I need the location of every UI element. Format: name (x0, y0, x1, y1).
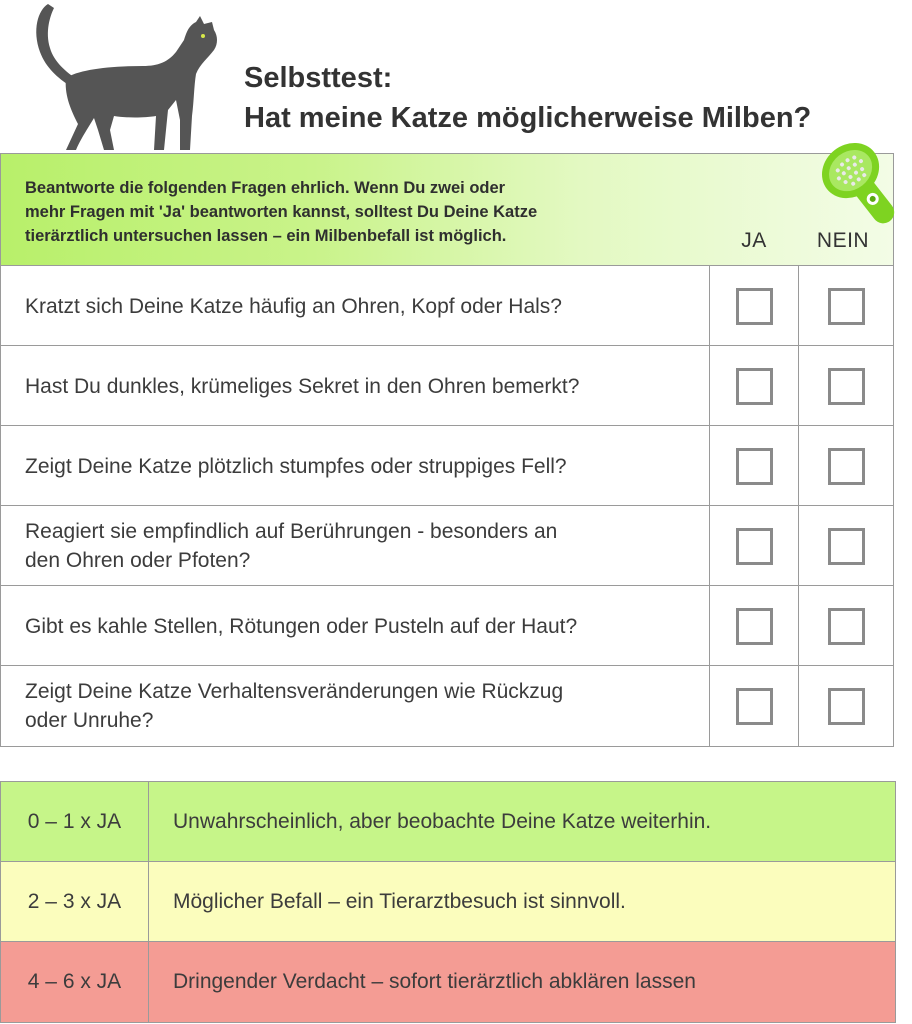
question-text (25, 266, 705, 346)
page-title (244, 58, 904, 138)
ja-cell (709, 666, 798, 746)
question-line-2: oder Unruhe? (25, 709, 154, 732)
ja-checkbox[interactable] (736, 448, 773, 485)
intro-line-2: mehr Fragen mit 'Ja' beantworten kannst, solltest Du Deine Katze (25, 203, 538, 221)
question-line-2: den Ohren oder Pfoten? (25, 549, 251, 572)
question-row (1, 266, 893, 346)
question-row (1, 426, 893, 506)
cat-silhouette-icon (18, 0, 223, 155)
result-text: Unwahrscheinlich, aber beobachte Deine Katze weiterhin. (173, 810, 712, 833)
nein-cell (798, 426, 893, 506)
column-header-ja: JA (741, 229, 767, 252)
question-text (25, 346, 705, 426)
ja-checkbox[interactable] (736, 688, 773, 725)
ja-checkbox[interactable] (736, 528, 773, 565)
ja-cell (709, 506, 798, 586)
question-row (1, 666, 893, 746)
nein-checkbox[interactable] (828, 688, 865, 725)
nein-cell (798, 666, 893, 746)
title-line-1: Selbsttest: (244, 62, 393, 94)
question-row (1, 586, 893, 666)
question-line-1: Kratzt sich Deine Katze häufig an Ohren, Kopf oder Hals? (25, 294, 562, 318)
intro-line-1: Beantworte die folgenden Fragen ehrlich. Wenn Du zwei oder (25, 179, 506, 197)
ja-cell (709, 266, 798, 346)
nein-checkbox[interactable] (828, 448, 865, 485)
column-header-nein: NEIN (816, 229, 870, 252)
checklist-table (0, 153, 894, 747)
question-line-1: Gibt es kahle Stellen, Rötungen oder Pusteln auf der Haut? (25, 614, 578, 638)
grooming-brush-icon (809, 140, 909, 226)
ja-checkbox[interactable] (736, 368, 773, 405)
nein-checkbox[interactable] (828, 368, 865, 405)
question-line-1: Zeigt Deine Katze plötzlich stumpfes oder struppiges Fell? (25, 454, 567, 478)
ja-checkbox[interactable] (736, 288, 773, 325)
ja-cell (709, 586, 798, 666)
ja-cell (709, 346, 798, 426)
result-range: 4 – 6 x JA (1, 942, 149, 1022)
ja-checkbox[interactable] (736, 608, 773, 645)
nein-checkbox[interactable] (828, 608, 865, 645)
checklist-header (1, 154, 893, 266)
question-row (1, 346, 893, 426)
nein-cell (798, 506, 893, 586)
question-text (25, 506, 705, 586)
results-table (0, 781, 896, 1023)
nein-checkbox[interactable] (828, 288, 865, 325)
question-text (25, 586, 705, 666)
result-row (1, 942, 895, 1022)
result-text: Möglicher Befall – ein Tierarztbesuch ist sinnvoll. (173, 890, 626, 913)
question-text (25, 426, 705, 506)
question-text (25, 666, 705, 746)
intro-text (25, 176, 665, 248)
result-range: 2 – 3 x JA (1, 862, 149, 942)
nein-cell (798, 266, 893, 346)
nein-cell (798, 346, 893, 426)
nein-cell (798, 586, 893, 666)
result-row (1, 782, 895, 862)
result-row (1, 862, 895, 942)
question-line-1: Hast Du dunkles, krümeliges Sekret in den Ohren bemerkt? (25, 374, 580, 398)
title-line-2: Hat meine Katze möglicherweise Milben? (244, 102, 812, 134)
intro-line-3: tierärztlich untersuchen lassen – ein Milbenbefall ist möglich. (25, 227, 507, 245)
result-text: Dringender Verdacht – sofort tierärztlich abklären lassen (173, 970, 696, 993)
nein-checkbox[interactable] (828, 528, 865, 565)
question-line-1: Zeigt Deine Katze Verhaltensveränderungen wie Rückzug (25, 680, 564, 703)
question-line-1: Reagiert sie empfindlich auf Berührungen - besonders an (25, 520, 558, 543)
question-row (1, 506, 893, 586)
ja-cell (709, 426, 798, 506)
result-range: 0 – 1 x JA (1, 782, 149, 862)
